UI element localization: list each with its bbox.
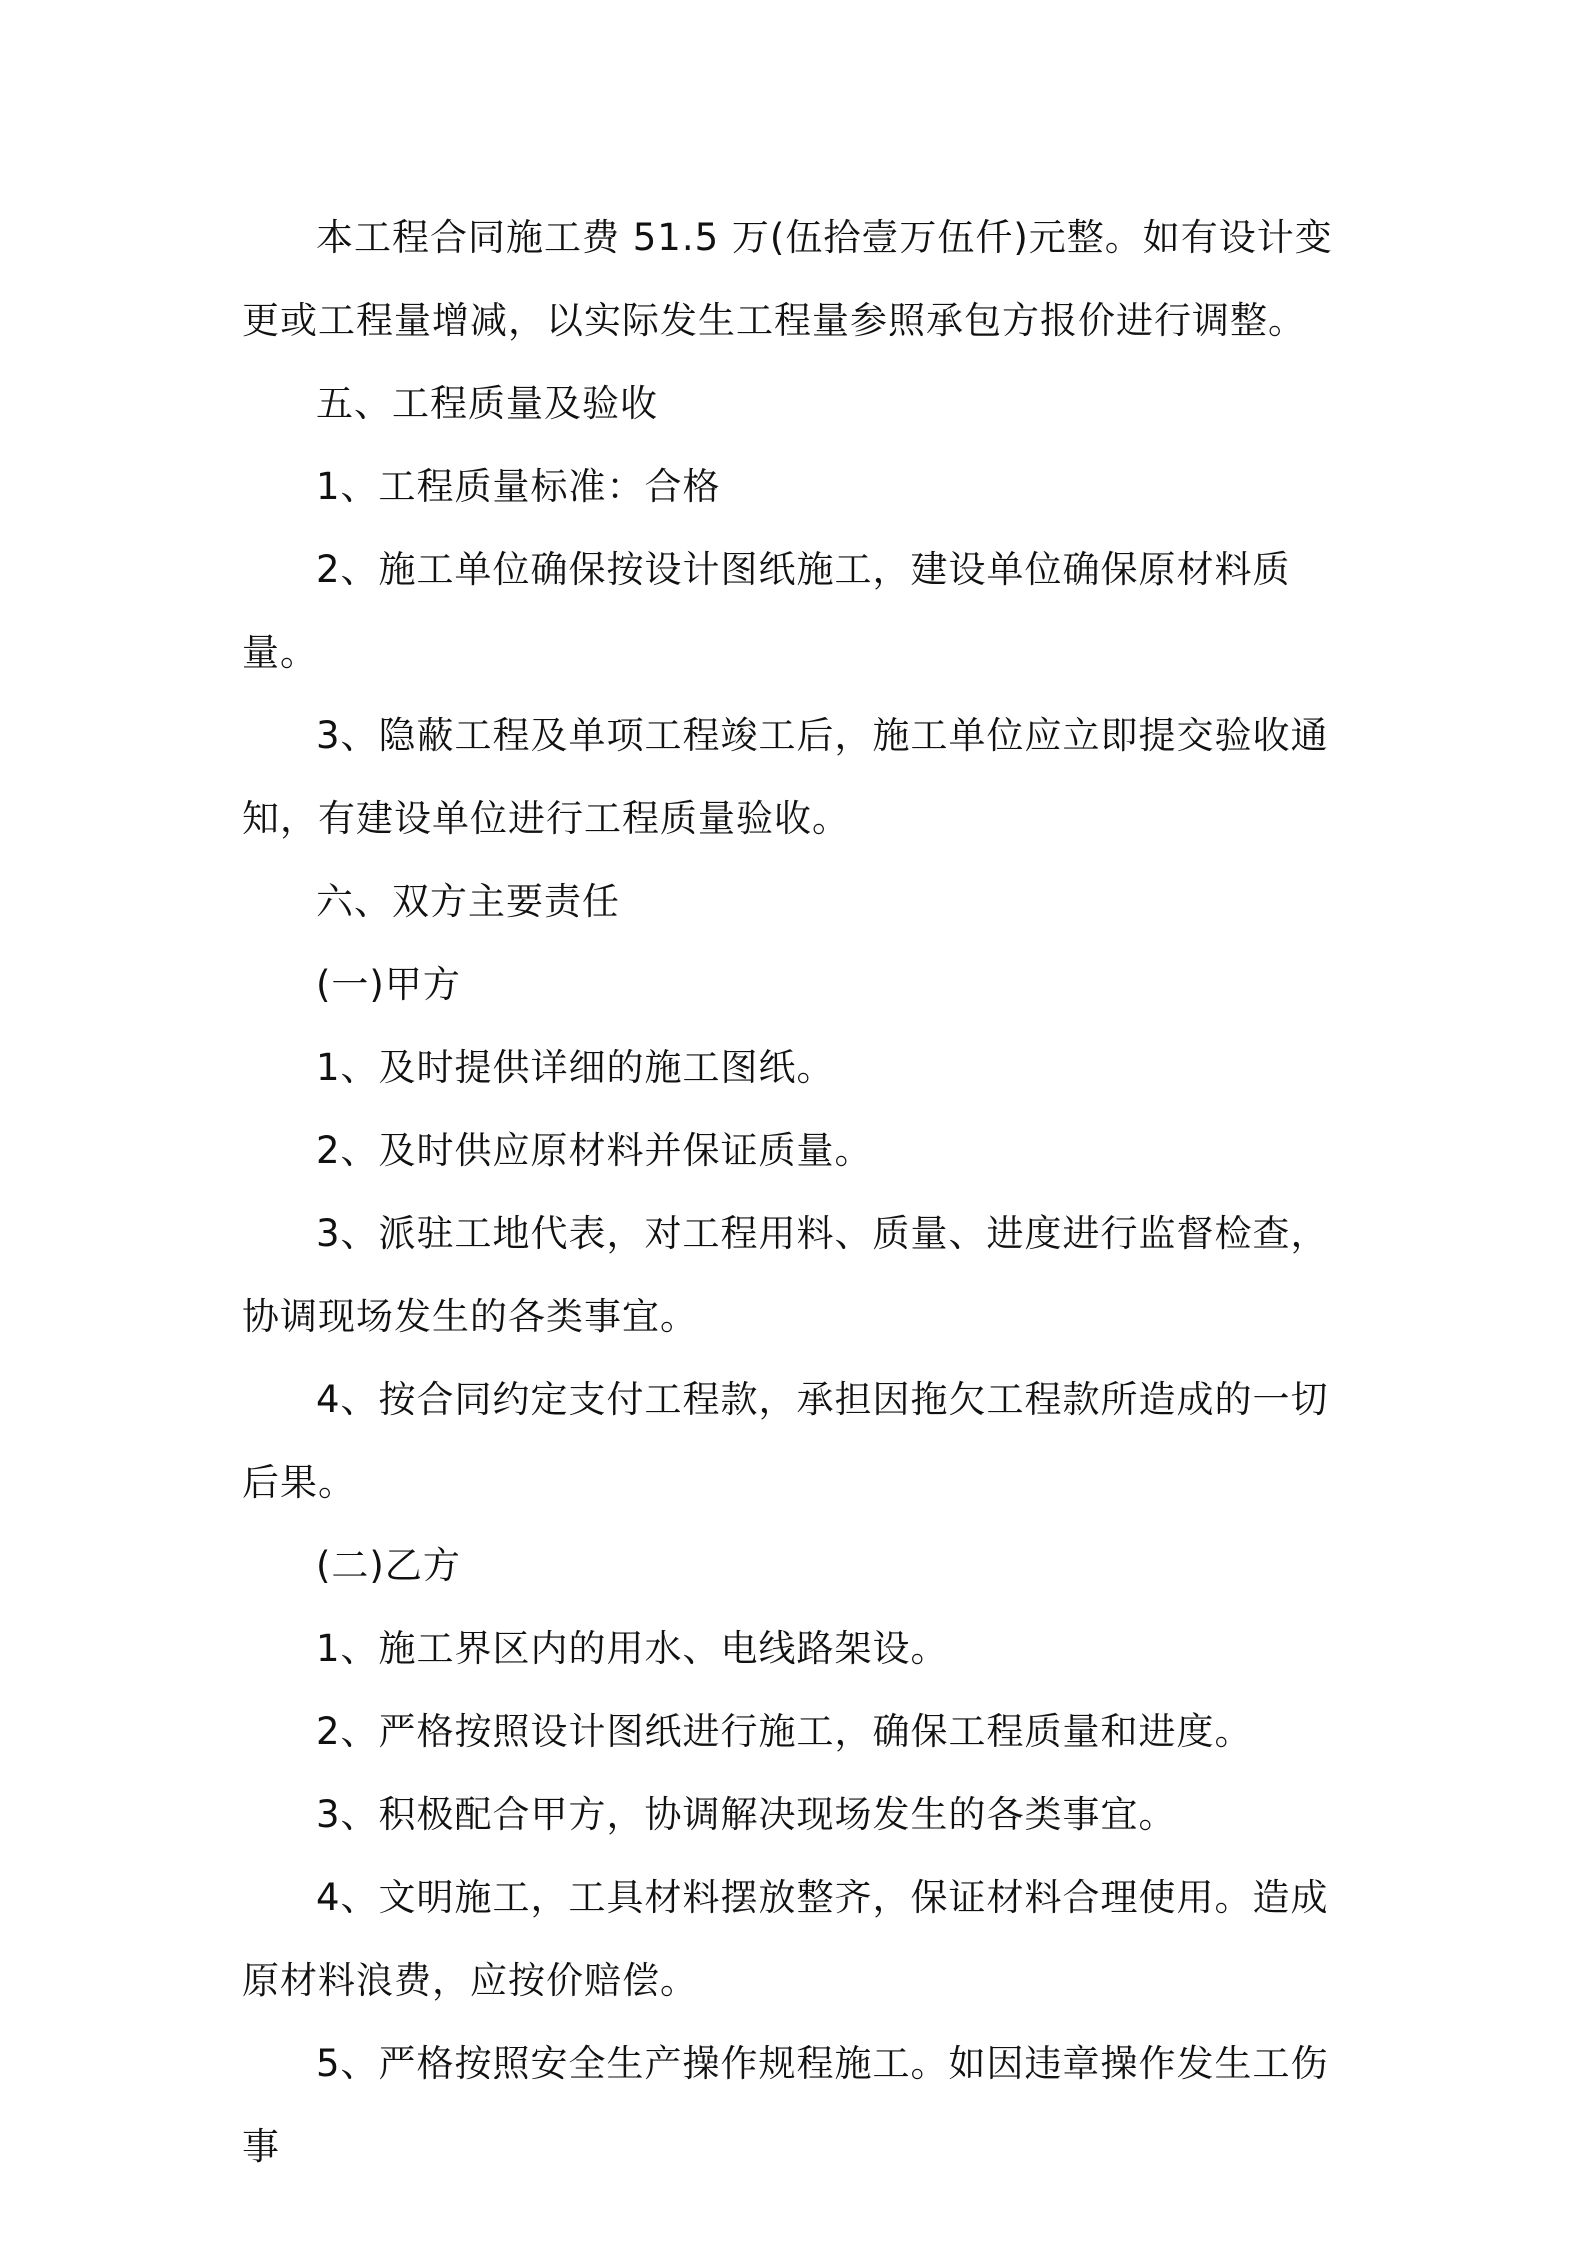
party-b-item-3: 3、积极配合甲方，协调解决现场发生的各类事宜。 bbox=[316, 1793, 1177, 1836]
section-heading-responsibilities: 六、双方主要责任 bbox=[316, 880, 620, 923]
subheading-party-a: (一)甲方 bbox=[316, 963, 461, 1006]
quality-item-2: 2、施工单位确保按设计图纸施工，建设单位确保原材料质量。 bbox=[242, 548, 1291, 674]
party-a-item-2: 2、及时供应原材料并保证质量。 bbox=[316, 1129, 873, 1172]
quality-item-3: 3、隐蔽工程及单项工程竣工后，施工单位应立即提交验收通知，有建设单位进行工程质量验收。 bbox=[242, 714, 1329, 840]
document-body bbox=[242, 196, 1354, 2188]
party-a-item-4: 4、按合同约定支付工程款，承担因拖欠工程款所造成的一切后果。 bbox=[242, 1378, 1329, 1504]
paragraph-contract-fee: 本工程合同施工费 51.5 万(伍拾壹万伍仟)元整。如有设计变更或工程量增减，以实际发生工程量参照承包方报价进行调整。 bbox=[242, 216, 1333, 342]
party-b-item-2: 2、严格按照设计图纸进行施工，确保工程质量和进度。 bbox=[316, 1710, 1253, 1753]
quality-item-1: 1、工程质量标准：合格 bbox=[316, 465, 721, 508]
party-b-item-1: 1、施工界区内的用水、电线路架设。 bbox=[316, 1627, 949, 1670]
section-heading-quality-acceptance: 五、工程质量及验收 bbox=[316, 382, 658, 425]
party-b-item-4: 4、文明施工，工具材料摆放整齐，保证材料合理使用。造成原材料浪费，应按价赔偿。 bbox=[242, 1876, 1329, 2002]
party-a-item-1: 1、及时提供详细的施工图纸。 bbox=[316, 1046, 835, 1089]
party-a-item-3: 3、派驻工地代表，对工程用料、质量、进度进行监督检查，协调现场发生的各类事宜。 bbox=[242, 1212, 1329, 1338]
party-b-item-5: 5、严格按照安全生产操作规程施工。如因违章操作发生工伤事 bbox=[242, 2042, 1329, 2168]
subheading-party-b: (二)乙方 bbox=[316, 1544, 461, 1587]
